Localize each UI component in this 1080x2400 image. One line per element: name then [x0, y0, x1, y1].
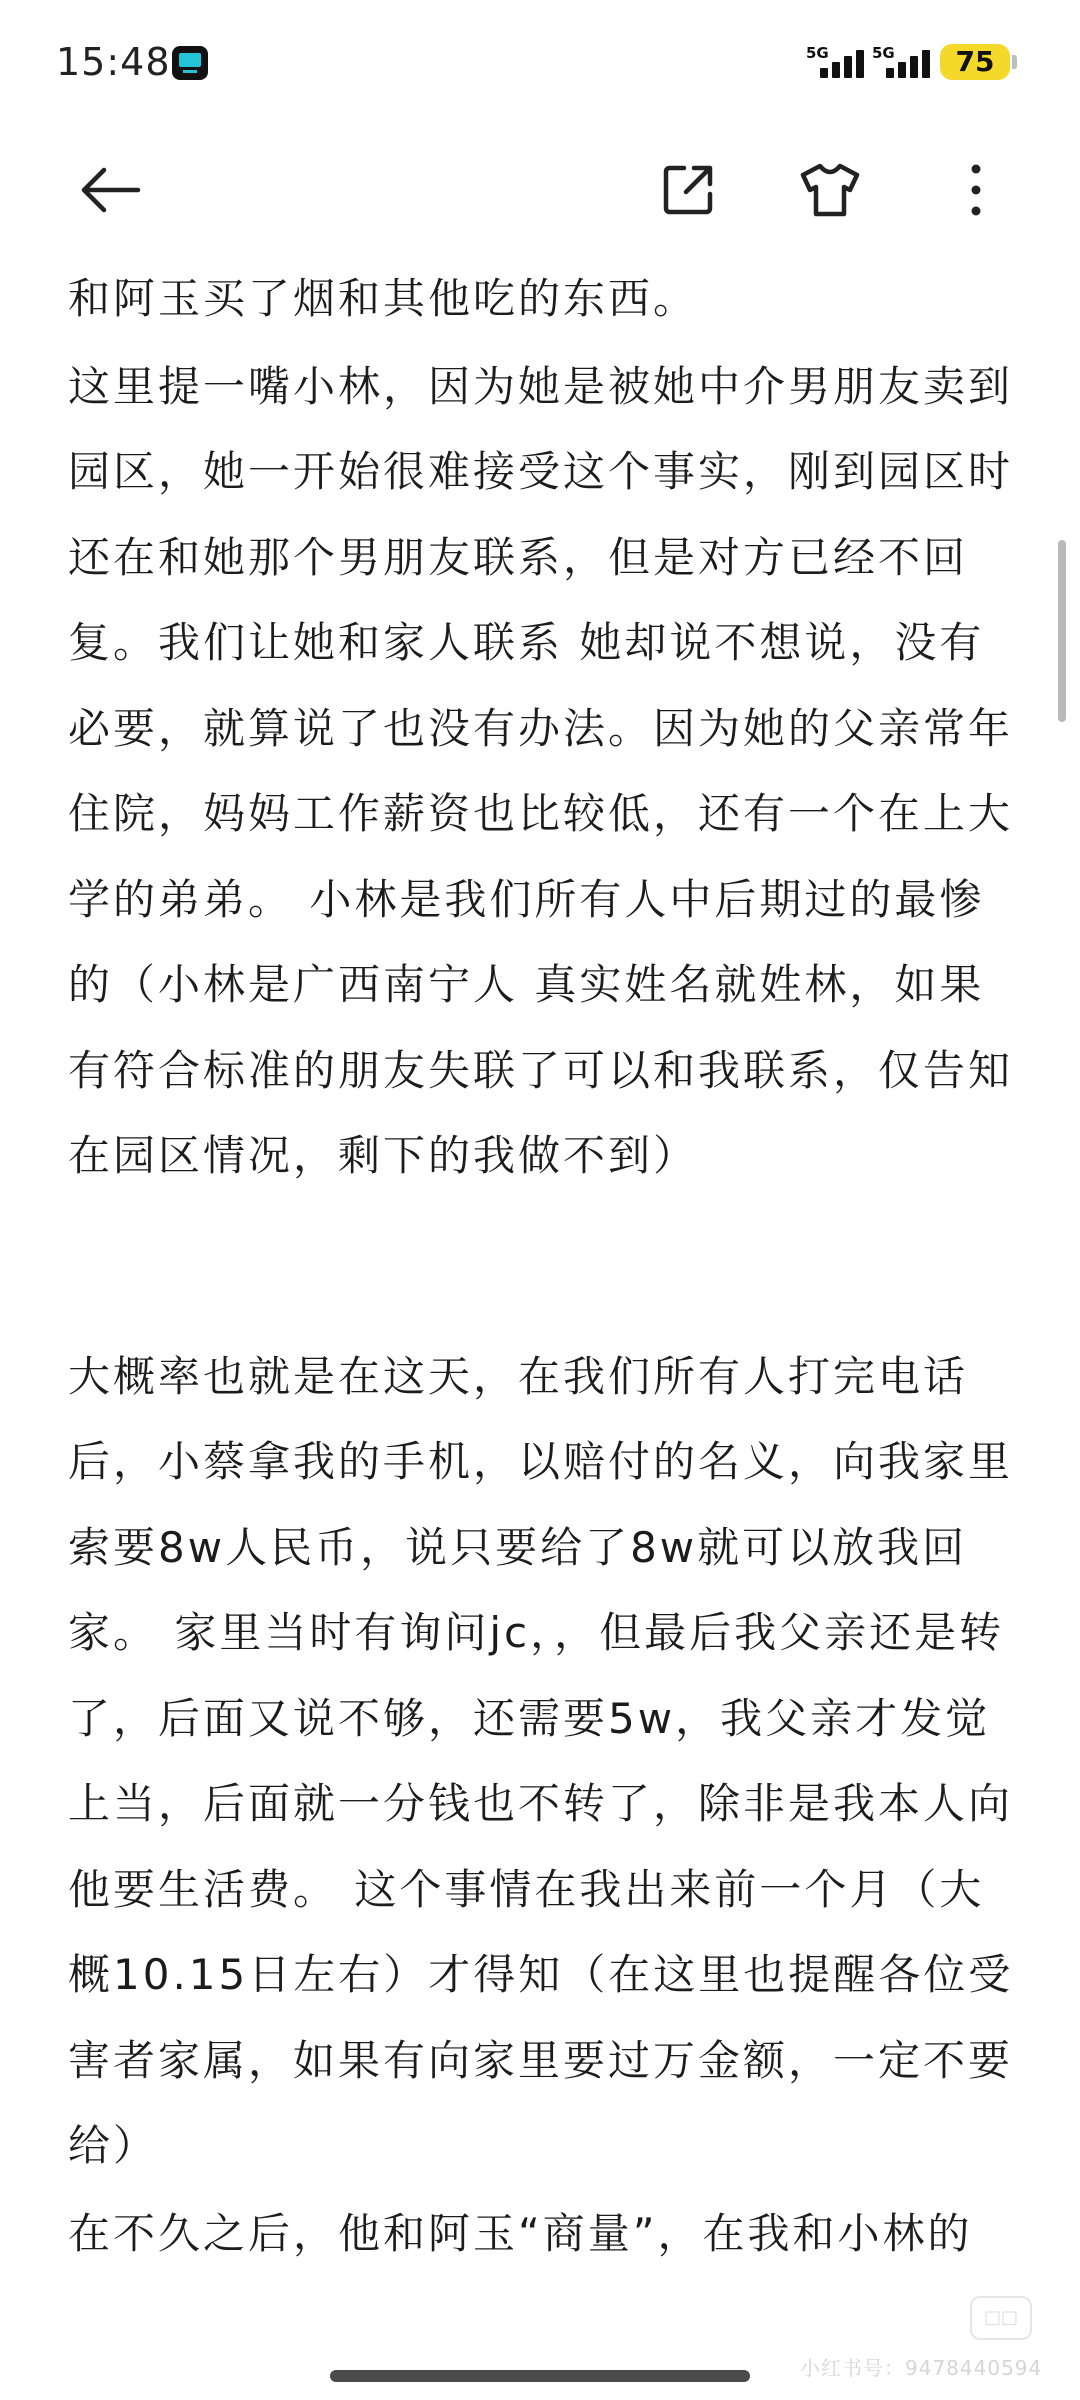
- more-vertical-icon: [966, 162, 986, 218]
- article-paragraph: 大概率也就是在这天，在我们所有人打完电话后，小蔡拿我的手机，以赔付的名义，向我家里索要8w人民币，说只要给了8w就可以放我回家。 家里当时有询问jc，，但最后我父亲还是转了，后面又说不够，还需要5w，我父亲才发觉上当，后面就一分钱也不转了，除非是我本人向他要生活费。 这个事情在我出来前一个月（大概10.15日左右）才得知（在这里也提醒各位受害者家属，如果有向家里要过万金额，一定不要给）: [68, 1351, 1014, 2170]
- battery-tip: [1012, 55, 1017, 69]
- status-bar: [0, 0, 1080, 130]
- article-paragraph: 在不久之后，他和阿玉“商量”，在我和小林的: [68, 2208, 973, 2258]
- arrow-left-icon: [78, 166, 142, 214]
- signal-label-1: 5G: [806, 44, 829, 62]
- share-external-icon: [660, 162, 716, 218]
- top-toolbar: [0, 130, 1080, 250]
- tv-icon: [172, 46, 208, 80]
- tshirt-icon: [799, 162, 861, 218]
- watermark-text: 小红书号：9478440594: [800, 2356, 1043, 2380]
- article-body: [68, 256, 1018, 2400]
- more-button[interactable]: [936, 150, 1016, 230]
- home-indicator[interactable]: [330, 2370, 750, 2382]
- signal-strength-icon: [806, 44, 868, 78]
- watermark-logo: □□: [970, 2296, 1032, 2340]
- share-button[interactable]: [648, 150, 728, 230]
- battery-indicator: 75: [940, 44, 1010, 80]
- article-paragraph: 和阿玉买了烟和其他吃的东西。: [68, 274, 699, 323]
- status-time: 15:48: [56, 40, 171, 84]
- scroll-indicator[interactable]: [1058, 540, 1066, 722]
- signal-label-2: 5G: [872, 44, 895, 62]
- back-button[interactable]: [70, 150, 150, 230]
- article-paragraph: 这里提一嘴小林，因为她是被她中介男朋友卖到园区，她一开始很难接受这个事实，刚到园区时还在和她那个男朋友联系，但是对方已经不回复。我们让她和家人联系 她却说不想说，没有必要，就算说了也没有办法。因为她的父亲常年住院，妈妈工作薪资也比较低，还有一个在上大学的弟弟。 小林是我们所有人中后期过的最惨的（小林是广西南宁人 真实姓名就姓林，如果有符合标准的朋友失联了可以和我联系，仅告知在园区情况，剩下的我做不到）: [68, 361, 1014, 1180]
- signal-strength-icon-2: [872, 44, 934, 78]
- theme-button[interactable]: [790, 150, 870, 230]
